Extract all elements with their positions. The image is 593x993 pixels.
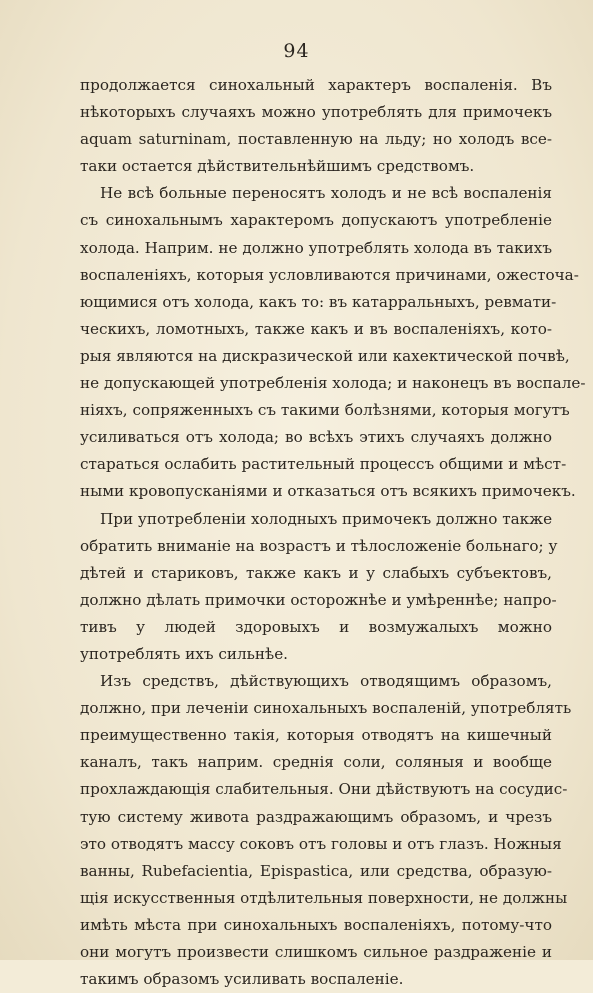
- text-line: имѣть мѣста при синохальныхъ воспаленіяхъ, потому-что: [80, 915, 552, 934]
- text-line: продолжается синохальный характеръ воспаленія. Въ: [80, 76, 552, 94]
- text-line: употреблять ихъ сильнѣе.: [80, 644, 289, 663]
- text-line: должно дѣлать примочки осторожнѣе и умѣреннѣе; напро-: [80, 590, 557, 609]
- text-line: воспаленіяхъ, которыя условливаются причинами, ожесточа-: [80, 265, 579, 284]
- page-number: 94: [283, 40, 310, 62]
- text-line: обратить вниманіе на возрастъ и тѣлосложеніе больнаго; у: [80, 536, 558, 555]
- text-line: ческихъ, ломотныхъ, также какъ и въ воспаленіяхъ, кото-: [80, 319, 552, 338]
- text-line: холода. Наприм. не должно употреблять холода въ такихъ: [80, 238, 552, 257]
- body-text: [80, 72, 586, 993]
- text-line: Изъ средствъ, дѣйствующихъ отводящимъ образомъ,: [100, 672, 552, 691]
- text-line: стараться ослабить растительный процессъ общими и мѣст-: [80, 455, 567, 474]
- text-line: таки остается дѣйствительнѣйшимъ средствомъ.: [80, 157, 475, 176]
- text-line: тую систему живота раздражающимъ образомъ, и чрезъ: [80, 807, 552, 826]
- text-line: тивъ у людей здоровыхъ и возмужалыхъ можно: [80, 617, 552, 636]
- text-line: нѣкоторыхъ случаяхъ можно употреблять для примочекъ: [80, 103, 552, 122]
- text-line: съ синохальнымъ характеромъ допускаютъ употребленіе: [80, 211, 552, 230]
- text-line: ванны, Rubefacientia, Epispastica, или средства, образую-: [80, 861, 552, 880]
- text-line: ніяхъ, сопряженныхъ съ такими болѣзнями, которыя могутъ: [80, 401, 570, 420]
- text-line: aquam saturninam, поставленную на льду; но холодъ все-: [80, 130, 552, 149]
- paragraph: [80, 668, 572, 993]
- text-line: рыя являются на дискразической или кахектической почвѣ,: [80, 346, 570, 365]
- text-line: щія искусственныя отдѣлительныя поверхности, не должны: [80, 888, 568, 907]
- text-line: каналъ, такъ наприм. среднія соли, соляныя и вообще: [80, 753, 552, 772]
- text-line: такимъ образомъ усиливать воспаленіе.: [80, 970, 404, 989]
- text-line: должно, при леченіи синохальныхъ воспаленій, употреблять: [80, 699, 572, 718]
- text-line: дѣтей и стариковъ, также какъ и у слабыхъ субъектовъ,: [80, 563, 552, 582]
- text-line: не допускающей употребленія холода; и наконецъ въ воспале-: [80, 374, 586, 393]
- text-line: преимущественно такія, которыя отводятъ на кишечный: [80, 726, 552, 745]
- text-line: прохлаждающія слабительныя. Они дѣйствуютъ на сосудис-: [80, 780, 568, 799]
- paragraph: [80, 506, 558, 669]
- paragraph: [80, 72, 552, 180]
- text-line: Не всѣ больные переносятъ холодъ и не всѣ воспаленія: [100, 184, 552, 203]
- text-line: ющимися отъ холода, какъ то: въ катарральныхъ, ревмати-: [80, 292, 557, 311]
- text-line: ными кровопусканіями и отказаться отъ всякихъ примочекъ.: [80, 482, 576, 501]
- text-line: они могутъ произвести слишкомъ сильное раздраженіе и: [80, 943, 552, 961]
- text-line: это отводятъ массу соковъ отъ головы и отъ глазъ. Ножныя: [80, 834, 562, 853]
- text-line: усиливаться отъ холода; во всѣхъ этихъ случаяхъ должно: [80, 428, 552, 447]
- text-line: При употребленіи холодныхъ примочекъ должно также: [100, 509, 553, 528]
- paragraph: [80, 180, 586, 505]
